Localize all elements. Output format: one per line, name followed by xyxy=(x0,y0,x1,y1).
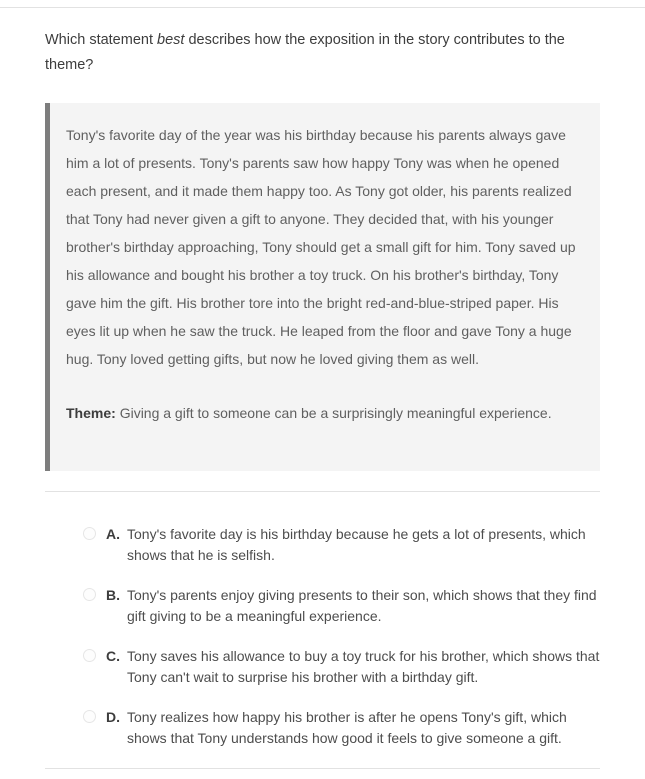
options-top-divider xyxy=(45,491,600,492)
option-b-radio[interactable] xyxy=(83,588,96,601)
theme-text: Giving a gift to someone can be a surprisingly meaningful experience. xyxy=(119,405,552,422)
answer-option-c[interactable] xyxy=(45,646,600,688)
option-b-letter: B. xyxy=(106,587,120,604)
option-b-text: Tony's parents enjoy giving presents to their son, which shows that they find gift giving to be a meaningful experience. xyxy=(127,587,597,625)
option-a-letter: A. xyxy=(106,526,120,543)
top-divider xyxy=(0,7,645,8)
option-d-letter: D. xyxy=(106,709,120,726)
answer-option-a[interactable] xyxy=(45,524,600,566)
question-text xyxy=(45,28,600,77)
question-emphasis: best xyxy=(157,32,185,48)
option-a-text: Tony's favorite day is his birthday because he gets a lot of presents, which shows that he is selfish. xyxy=(127,526,586,564)
answer-option-b[interactable] xyxy=(45,585,600,627)
theme-label: Theme: xyxy=(66,405,116,422)
option-c-radio[interactable] xyxy=(83,649,96,662)
option-c-text: Tony saves his allowance to buy a toy truck for his brother, which shows that Tony can't wait to surprise his brother with a birthday gift. xyxy=(127,648,600,686)
story-passage xyxy=(45,103,600,471)
option-d-text: Tony realizes how happy his brother is after he opens Tony's gift, which shows that Tony understands how good it feels to give someone a gift. xyxy=(127,709,567,747)
answer-options xyxy=(45,524,600,749)
theme-line xyxy=(66,399,578,427)
question-pre: Which statement xyxy=(45,32,158,48)
passage-text: Tony's favorite day of the year was his birthday because his parents always gave him a lot of presents. Tony's parents saw how happy Tony was when he opened each present, and it made them happy too. As Tony got older, his parents realized that Tony had never given a gift to anyone. They decided that, with his younger brother's birthday approaching, Tony should get a small gift for him. Tony saved up his allowance and bought his brother a toy truck. On his brother's birthday, Tony gave him the gift. His brother tore into the bright red-and-blue-striped paper. His eyes lit up when he saw the truck. He leaped from the floor and gave Tony a huge hug. Tony loved getting gifts, but now he loved giving them as well. xyxy=(66,127,576,368)
quiz-question-page xyxy=(0,7,645,779)
question-post: describes how the exposition in the story contributes to the theme? xyxy=(45,32,565,73)
answer-option-d[interactable] xyxy=(45,707,600,749)
bottom-divider xyxy=(45,768,600,769)
option-a-radio[interactable] xyxy=(83,527,96,540)
option-d-radio[interactable] xyxy=(83,710,96,723)
option-c-letter: C. xyxy=(106,648,120,665)
